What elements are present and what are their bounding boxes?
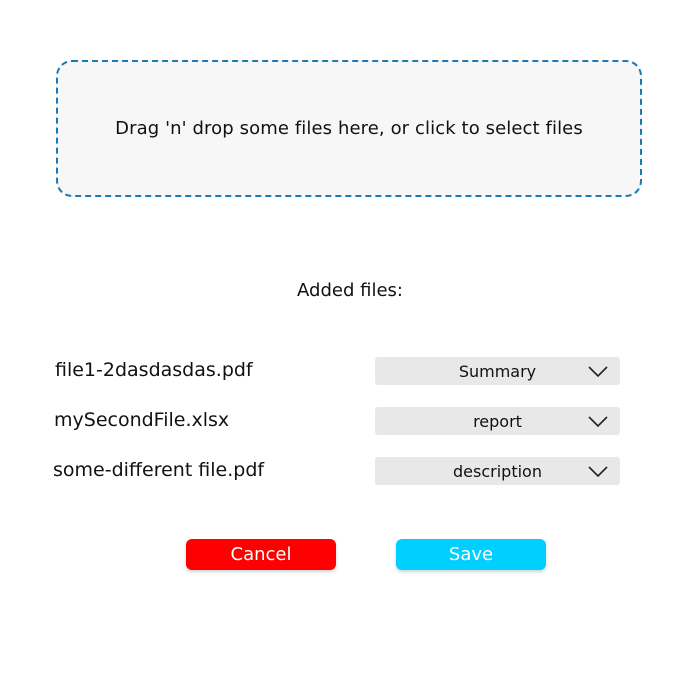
dropzone-instructions: Drag 'n' drop some files here, or click to select files	[115, 118, 583, 139]
file-type-dropdown[interactable]	[375, 457, 620, 485]
file-type-selected-value: report	[473, 412, 522, 431]
cancel-button[interactable]: Cancel	[186, 539, 336, 570]
file-type-dropdown[interactable]	[375, 357, 620, 385]
file-name: some-different file.pdf	[53, 459, 265, 481]
file-type-selected-value: description	[453, 462, 542, 481]
file-row	[0, 407, 700, 435]
file-name: mySecondFile.xlsx	[54, 409, 230, 431]
chevron-down-icon	[587, 363, 609, 379]
file-type-dropdown[interactable]	[375, 407, 620, 435]
file-name: file1-2dasdasdas.pdf	[55, 359, 253, 381]
file-type-selected-value: Summary	[458, 362, 537, 381]
file-dropzone[interactable]	[56, 60, 642, 197]
file-row	[0, 457, 700, 485]
file-row	[0, 357, 700, 385]
chevron-down-icon	[587, 463, 609, 479]
save-button[interactable]: Save	[396, 539, 546, 570]
chevron-down-icon	[587, 413, 609, 429]
added-files-heading: Added files:	[297, 280, 403, 301]
